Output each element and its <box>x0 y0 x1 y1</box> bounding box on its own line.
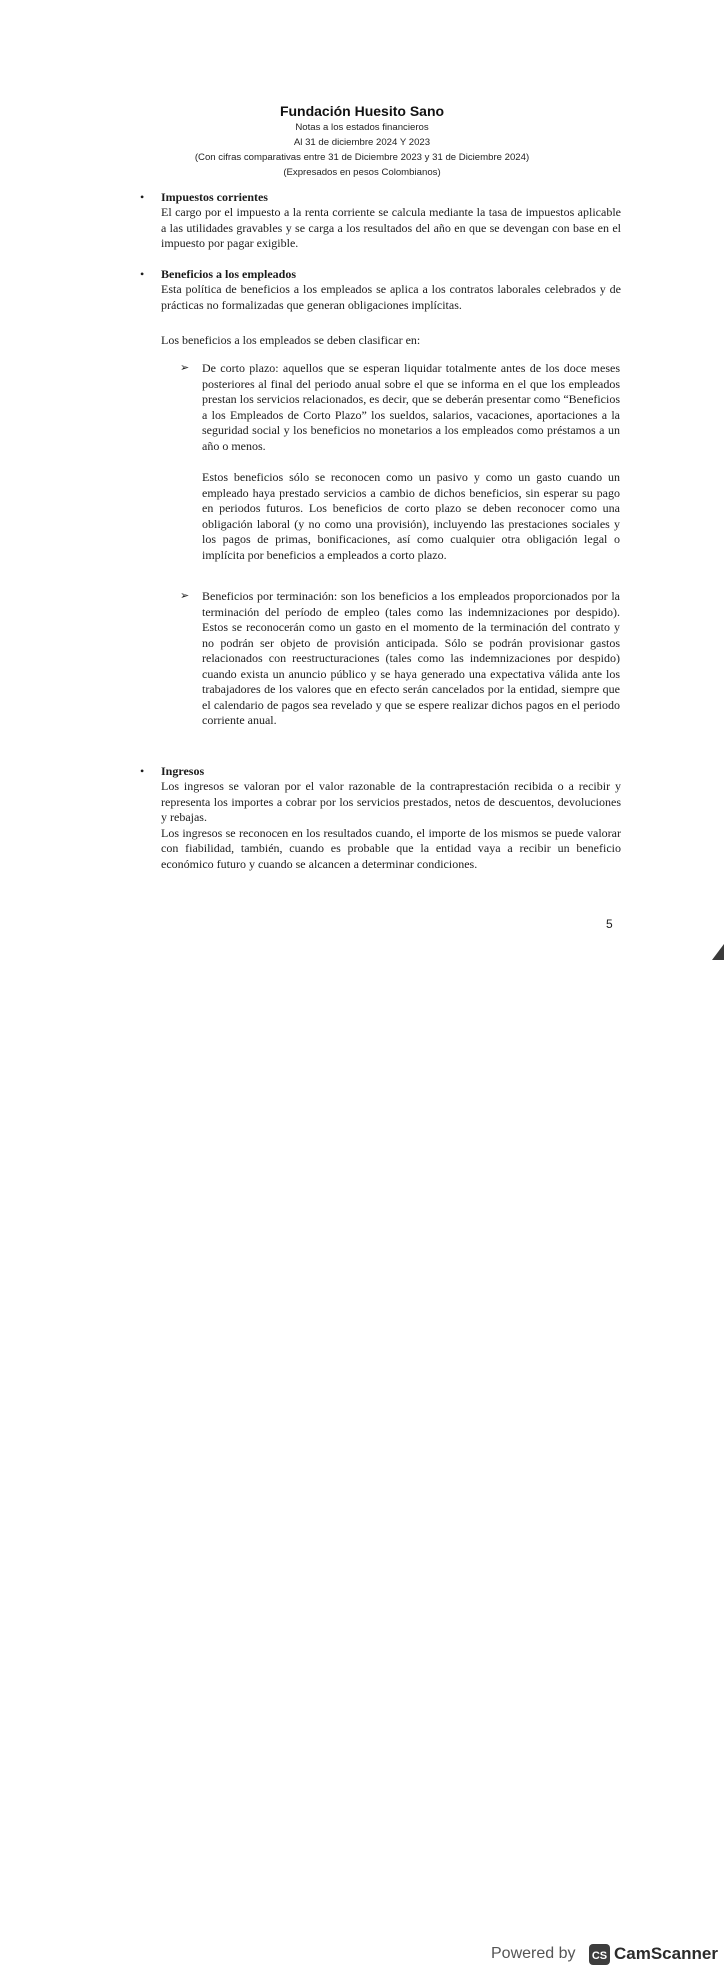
header-subtitle-4: (Expresados en pesos Colombianos) <box>283 167 441 178</box>
header-subtitle-3: (Con cifras comparativas entre 31 de Diciembre 2023 y 31 de Diciembre 2024) <box>194 152 530 163</box>
header-subtitle-2: Al 31 de diciembre 2024 Y 2023 <box>293 137 431 148</box>
camscanner-brand: CamScanner <box>614 1944 718 1963</box>
subitem-corto-plazo <box>180 361 620 563</box>
bullet-icon: • <box>140 190 145 204</box>
camscanner-logo-text: CS <box>591 1950 608 1962</box>
header-subtitle-1: Notas a los estados financieros <box>295 122 429 133</box>
arrow-bullet-icon: ➢ <box>180 362 190 374</box>
corto-plazo-paragraph-1: De corto plazo: aquellos que se esperan liquidar totalmente antes de los doce meses posteriores al final del periodo anual sobre el que se informa en el que los empleados prestan los servicios relacionados, es decir, que se deberán presentar como “Beneficios a los Empleados de Corto Plazo” los sueldos, salarios, vacaciones, aportaciones a la seguridad social y los beneficios no monetarios a los empleados como préstamos a un año o menos. <box>202 361 620 453</box>
ingresos-paragraph-2: Los ingresos se reconocen en los resultados cuando, el importe de los mismos se puede valorar con fiabilidad, también, cuando es probable que la entidad vaya a recibir un beneficio económico futuro y cuando se alcancen a determinar condiciones. <box>161 825 621 871</box>
page-corner-shadow <box>710 944 724 960</box>
terminacion-paragraph: Beneficios por terminación: son los beneficios a los empleados proporcionados por la terminación del período de empleo (tales como las indemnizaciones por despido). Estos se reconocerán como un gasto en el momento de la terminación del contrato y no podrán ser objeto de provisión anticipada. Sólo se podrán provisionar gastos relacionados con reestructuraciones (tales como las indemnizaciones por despido) cuando exista un anuncio público y se haya generado una expectativa válida ante los trabajadores de los valores que en efecto serán cancelados por la entidad, siempre que el calendario de pagos sea revelado y que se espere realizar dichos pagos en el periodo corriente anual. <box>202 589 620 727</box>
powered-by-text: Powered by <box>491 1945 576 1962</box>
section-ingresos <box>140 764 621 872</box>
corto-plazo-paragraph-2: Estos beneficios sólo se reconocen como un pasivo y como un gasto cuando un empleado haya prestado servicios a cambio de dichos beneficios, sin esperar su pago en periodos futuros. Los beneficios de corto plazo se deben reconocer como una obligación laboral (y no como una provisión), incluyendo las prestaciones sociales y los pagos de primas, bonificaciones, así como cualquier otra obligación legal o implícita por beneficios a empleados a corto plazo. <box>202 470 620 562</box>
scanner-footer <box>0 960 724 1963</box>
section-title-impuestos: Impuestos corrientes <box>161 190 268 204</box>
camscanner-logo-icon <box>589 1944 610 1965</box>
page-number: 5 <box>606 917 613 931</box>
section-impuestos <box>140 190 621 252</box>
bullet-icon: • <box>140 267 145 281</box>
document-header <box>0 103 724 180</box>
section-intro-beneficios: Los beneficios a los empleados se deben clasificar en: <box>161 333 421 347</box>
section-title-beneficios: Beneficios a los empleados <box>161 267 296 281</box>
bullet-icon: • <box>140 764 145 778</box>
arrow-bullet-icon: ➢ <box>180 590 190 602</box>
ingresos-paragraph-1: Los ingresos se valoran por el valor razonable de la contraprestación recibida o a recibir y representa los importes a cobrar por los servicios prestados, netos de descuentos, devoluciones y rebajas. <box>161 779 621 824</box>
section-text-beneficios: Esta política de beneficios a los empleados se aplica a los contratos laborales celebrados y de prácticas no formalizadas que generan obligaciones implícitas. <box>161 282 621 312</box>
document-page <box>0 0 724 960</box>
section-beneficios <box>140 267 621 349</box>
subitem-terminacion <box>180 589 620 729</box>
section-text-impuestos: El cargo por el impuesto a la renta corriente se calcula mediante la tasa de impuestos aplicable a las utilidades gravables y se carga a los resultados del año en que se devengan con base en el impuesto por pagar exigible. <box>161 205 621 250</box>
section-title-ingresos: Ingresos <box>161 764 205 778</box>
organization-name: Fundación Huesito Sano <box>279 103 445 119</box>
